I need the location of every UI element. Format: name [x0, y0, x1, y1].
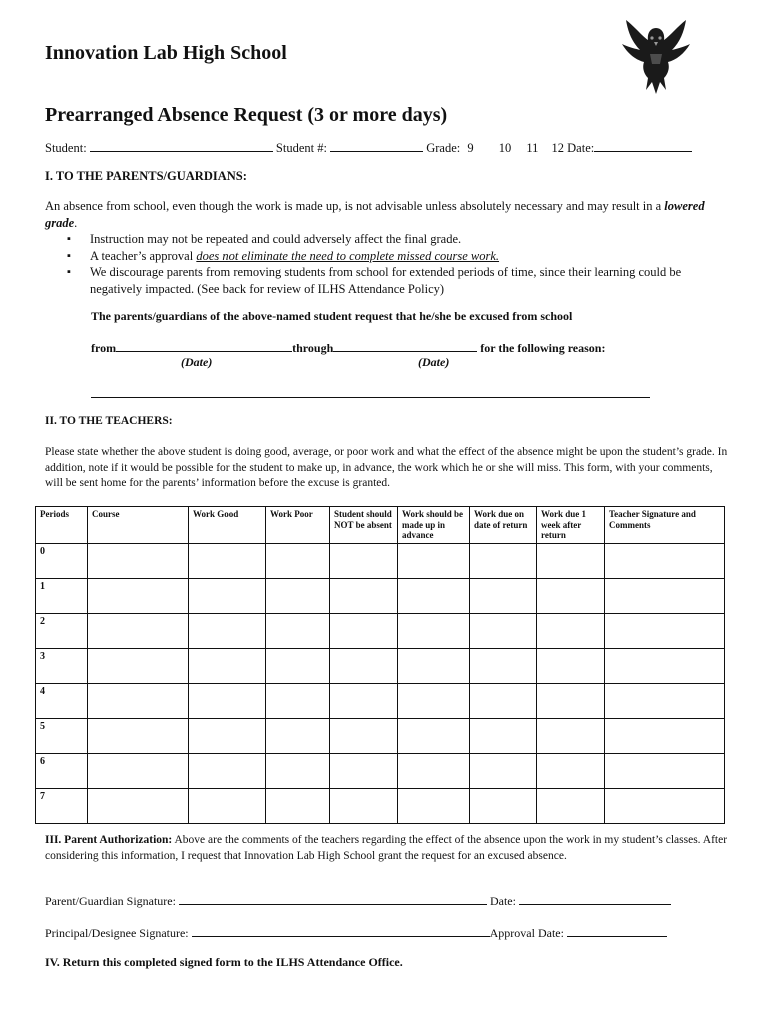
entry-cell[interactable] — [470, 718, 537, 753]
lowered-grade-emphasis: lowered grade — [45, 199, 705, 230]
entry-cell[interactable] — [537, 753, 605, 788]
entry-cell[interactable] — [330, 718, 398, 753]
entry-cell[interactable] — [605, 753, 725, 788]
request-statement: The parents/guardians of the above-named student request that he/she be excused from school — [91, 309, 573, 323]
entry-cell[interactable] — [470, 788, 537, 823]
entry-cell[interactable] — [189, 613, 266, 648]
phoenix-logo-icon — [620, 18, 692, 98]
entry-cell[interactable] — [330, 648, 398, 683]
section-1-bullets — [45, 231, 715, 297]
grade-option-9[interactable]: 9 — [467, 141, 474, 155]
period-cell: 0 — [36, 543, 88, 578]
entry-cell[interactable] — [266, 683, 330, 718]
entry-cell[interactable] — [398, 753, 470, 788]
col-header-work-good: Work Good — [189, 507, 266, 544]
from-label: from — [91, 341, 117, 355]
student-name-field[interactable] — [90, 140, 273, 152]
col-header-periods: Periods — [36, 507, 88, 544]
entry-cell[interactable] — [88, 683, 189, 718]
section-1-heading: I. TO THE PARENTS/GUARDIANS: — [45, 169, 247, 183]
bullet-underlined-text: does not eliminate the need to complete missed course work. — [196, 248, 500, 263]
entry-cell[interactable] — [537, 788, 605, 823]
student-info-line — [45, 140, 692, 156]
section-4-instruction: IV. Return this completed signed form to the ILHS Attendance Office. — [45, 955, 403, 969]
date-range-line — [91, 340, 605, 356]
entry-cell[interactable] — [605, 718, 725, 753]
entry-cell[interactable] — [189, 543, 266, 578]
through-date-caption: (Date) — [418, 355, 450, 369]
grade-option-12[interactable]: 12 — [551, 141, 565, 155]
entry-cell[interactable] — [398, 788, 470, 823]
bullet-text: Instruction may not be repeated and could adversely affect the final grade. — [90, 232, 462, 246]
section-3-heading: III. Parent Authorization: — [45, 834, 173, 846]
entry-cell[interactable] — [266, 718, 330, 753]
entry-cell[interactable] — [605, 543, 725, 578]
entry-cell[interactable] — [266, 613, 330, 648]
entry-cell[interactable] — [189, 578, 266, 613]
entry-cell[interactable] — [266, 648, 330, 683]
entry-cell[interactable] — [88, 753, 189, 788]
entry-cell[interactable] — [537, 543, 605, 578]
parent-signature-line — [45, 893, 671, 909]
section-3-text — [45, 833, 730, 864]
table-row — [36, 683, 725, 718]
entry-cell[interactable] — [537, 613, 605, 648]
approval-date-label: Approval Date: — [489, 926, 564, 940]
period-cell: 2 — [36, 613, 88, 648]
entry-cell[interactable] — [470, 578, 537, 613]
entry-cell[interactable] — [330, 543, 398, 578]
from-date-field[interactable] — [116, 340, 292, 352]
entry-cell[interactable] — [88, 543, 189, 578]
section-3-body: Above are the comments of the teachers regarding the effect of the absence upon the work in my student’s classes. After considering this information, I request that Innovation Lab High School grant the request for an excused absence. — [45, 834, 728, 862]
entry-cell[interactable] — [266, 788, 330, 823]
entry-cell[interactable] — [537, 718, 605, 753]
entry-cell[interactable] — [330, 613, 398, 648]
parent-date-field[interactable] — [519, 893, 671, 905]
grade-option-10[interactable]: 10 — [498, 141, 512, 155]
entry-cell[interactable] — [330, 753, 398, 788]
period-cell: 3 — [36, 648, 88, 683]
entry-cell[interactable] — [605, 683, 725, 718]
entry-cell[interactable] — [398, 718, 470, 753]
bullet-text: We discourage parents from removing students from school for extended periods of time, since their learning could be negatively impacted. (See back for review of ILHS Attendance Policy) — [90, 265, 682, 296]
date-label: Date: — [567, 141, 595, 155]
entry-cell[interactable] — [398, 648, 470, 683]
entry-cell[interactable] — [398, 613, 470, 648]
entry-cell[interactable] — [537, 648, 605, 683]
entry-cell[interactable] — [189, 753, 266, 788]
col-header-made-up-advance: Work should be made up in advance — [398, 507, 470, 544]
grade-label: Grade: — [426, 141, 461, 155]
table-row — [36, 578, 725, 613]
entry-cell[interactable] — [537, 683, 605, 718]
entry-cell[interactable] — [266, 753, 330, 788]
from-date-caption: (Date) — [181, 355, 213, 369]
entry-cell[interactable] — [189, 788, 266, 823]
principal-signature-label: Principal/Designee Signature: — [45, 926, 189, 940]
entry-cell[interactable] — [88, 648, 189, 683]
col-header-not-absent: Student should NOT be absent — [330, 507, 398, 544]
table-row — [36, 543, 725, 578]
table-row — [36, 718, 725, 753]
bullet-item — [45, 264, 715, 297]
entry-cell[interactable] — [88, 788, 189, 823]
entry-cell[interactable] — [398, 543, 470, 578]
entry-cell[interactable] — [605, 578, 725, 613]
table-row — [36, 788, 725, 823]
through-date-field[interactable] — [333, 340, 477, 352]
entry-cell[interactable] — [88, 613, 189, 648]
bullet-item — [45, 248, 715, 265]
parent-date-label: Date: — [489, 894, 516, 908]
bullet-item — [45, 231, 715, 248]
table-row — [36, 648, 725, 683]
date-field[interactable] — [594, 140, 692, 152]
intro-end: . — [74, 215, 78, 230]
entry-cell[interactable] — [330, 578, 398, 613]
entry-cell[interactable] — [88, 718, 189, 753]
intro-text: An absence from school, even though the work is made up, is not advisable unless absolutely necessary and may result in a — [45, 199, 662, 213]
student-number-label: Student #: — [275, 141, 327, 155]
entry-cell[interactable] — [470, 613, 537, 648]
col-header-course: Course — [88, 507, 189, 544]
form-title: Prearranged Absence Request (3 or more days) — [45, 104, 448, 126]
principal-signature-line — [45, 925, 667, 941]
period-cell: 6 — [36, 753, 88, 788]
col-header-work-poor: Work Poor — [266, 507, 330, 544]
section-2-heading: II. TO THE TEACHERS: — [45, 415, 173, 427]
entry-cell[interactable] — [470, 753, 537, 788]
entry-cell[interactable] — [470, 543, 537, 578]
reason-field[interactable] — [91, 397, 650, 398]
entry-cell[interactable] — [605, 788, 725, 823]
grade-option-11[interactable]: 11 — [526, 141, 539, 155]
parent-signature-field[interactable] — [179, 893, 487, 905]
section-2-instructions: Please state whether the above student is doing good, average, or poor work and what the effect of the absence might be upon the student’s grade. In addition, note if it would be possible for the student to make up, in advance, the work which he or she will miss. This form, with your comments, will be sent home for the parents’ information before the excuse is granted. — [45, 446, 728, 489]
parent-signature-label: Parent/Guardian Signature: — [45, 894, 176, 908]
section-1-intro — [45, 198, 725, 231]
entry-cell[interactable] — [266, 578, 330, 613]
student-label: Student: — [45, 141, 87, 155]
period-cell: 5 — [36, 718, 88, 753]
table-row — [36, 613, 725, 648]
entry-cell[interactable] — [398, 578, 470, 613]
col-header-due-on-return: Work due on date of return — [470, 507, 537, 544]
school-name: Innovation Lab High School — [45, 42, 287, 64]
entry-cell[interactable] — [189, 648, 266, 683]
entry-cell[interactable] — [470, 683, 537, 718]
entry-cell[interactable] — [605, 613, 725, 648]
entry-cell[interactable] — [605, 648, 725, 683]
entry-cell[interactable] — [398, 683, 470, 718]
student-number-field[interactable] — [330, 140, 423, 152]
col-header-due-week-after: Work due 1 week after return — [537, 507, 605, 544]
period-cell: 1 — [36, 578, 88, 613]
entry-cell[interactable] — [189, 683, 266, 718]
bullet-text: A teacher’s approval — [90, 248, 194, 263]
entry-cell[interactable] — [330, 683, 398, 718]
principal-signature-field[interactable] — [192, 925, 490, 937]
entry-cell[interactable] — [470, 648, 537, 683]
entry-cell[interactable] — [189, 718, 266, 753]
table-header-row — [36, 507, 725, 544]
entry-cell[interactable] — [330, 788, 398, 823]
period-cell: 7 — [36, 788, 88, 823]
teacher-comments-table — [35, 506, 725, 824]
through-label: through — [292, 341, 334, 355]
approval-date-field[interactable] — [567, 925, 667, 937]
entry-cell[interactable] — [266, 543, 330, 578]
reason-label: for the following reason: — [480, 341, 606, 355]
col-header-teacher-signature: Teacher Signature and Comments — [605, 507, 725, 544]
table-row — [36, 753, 725, 788]
entry-cell[interactable] — [537, 578, 605, 613]
entry-cell[interactable] — [88, 578, 189, 613]
period-cell: 4 — [36, 683, 88, 718]
